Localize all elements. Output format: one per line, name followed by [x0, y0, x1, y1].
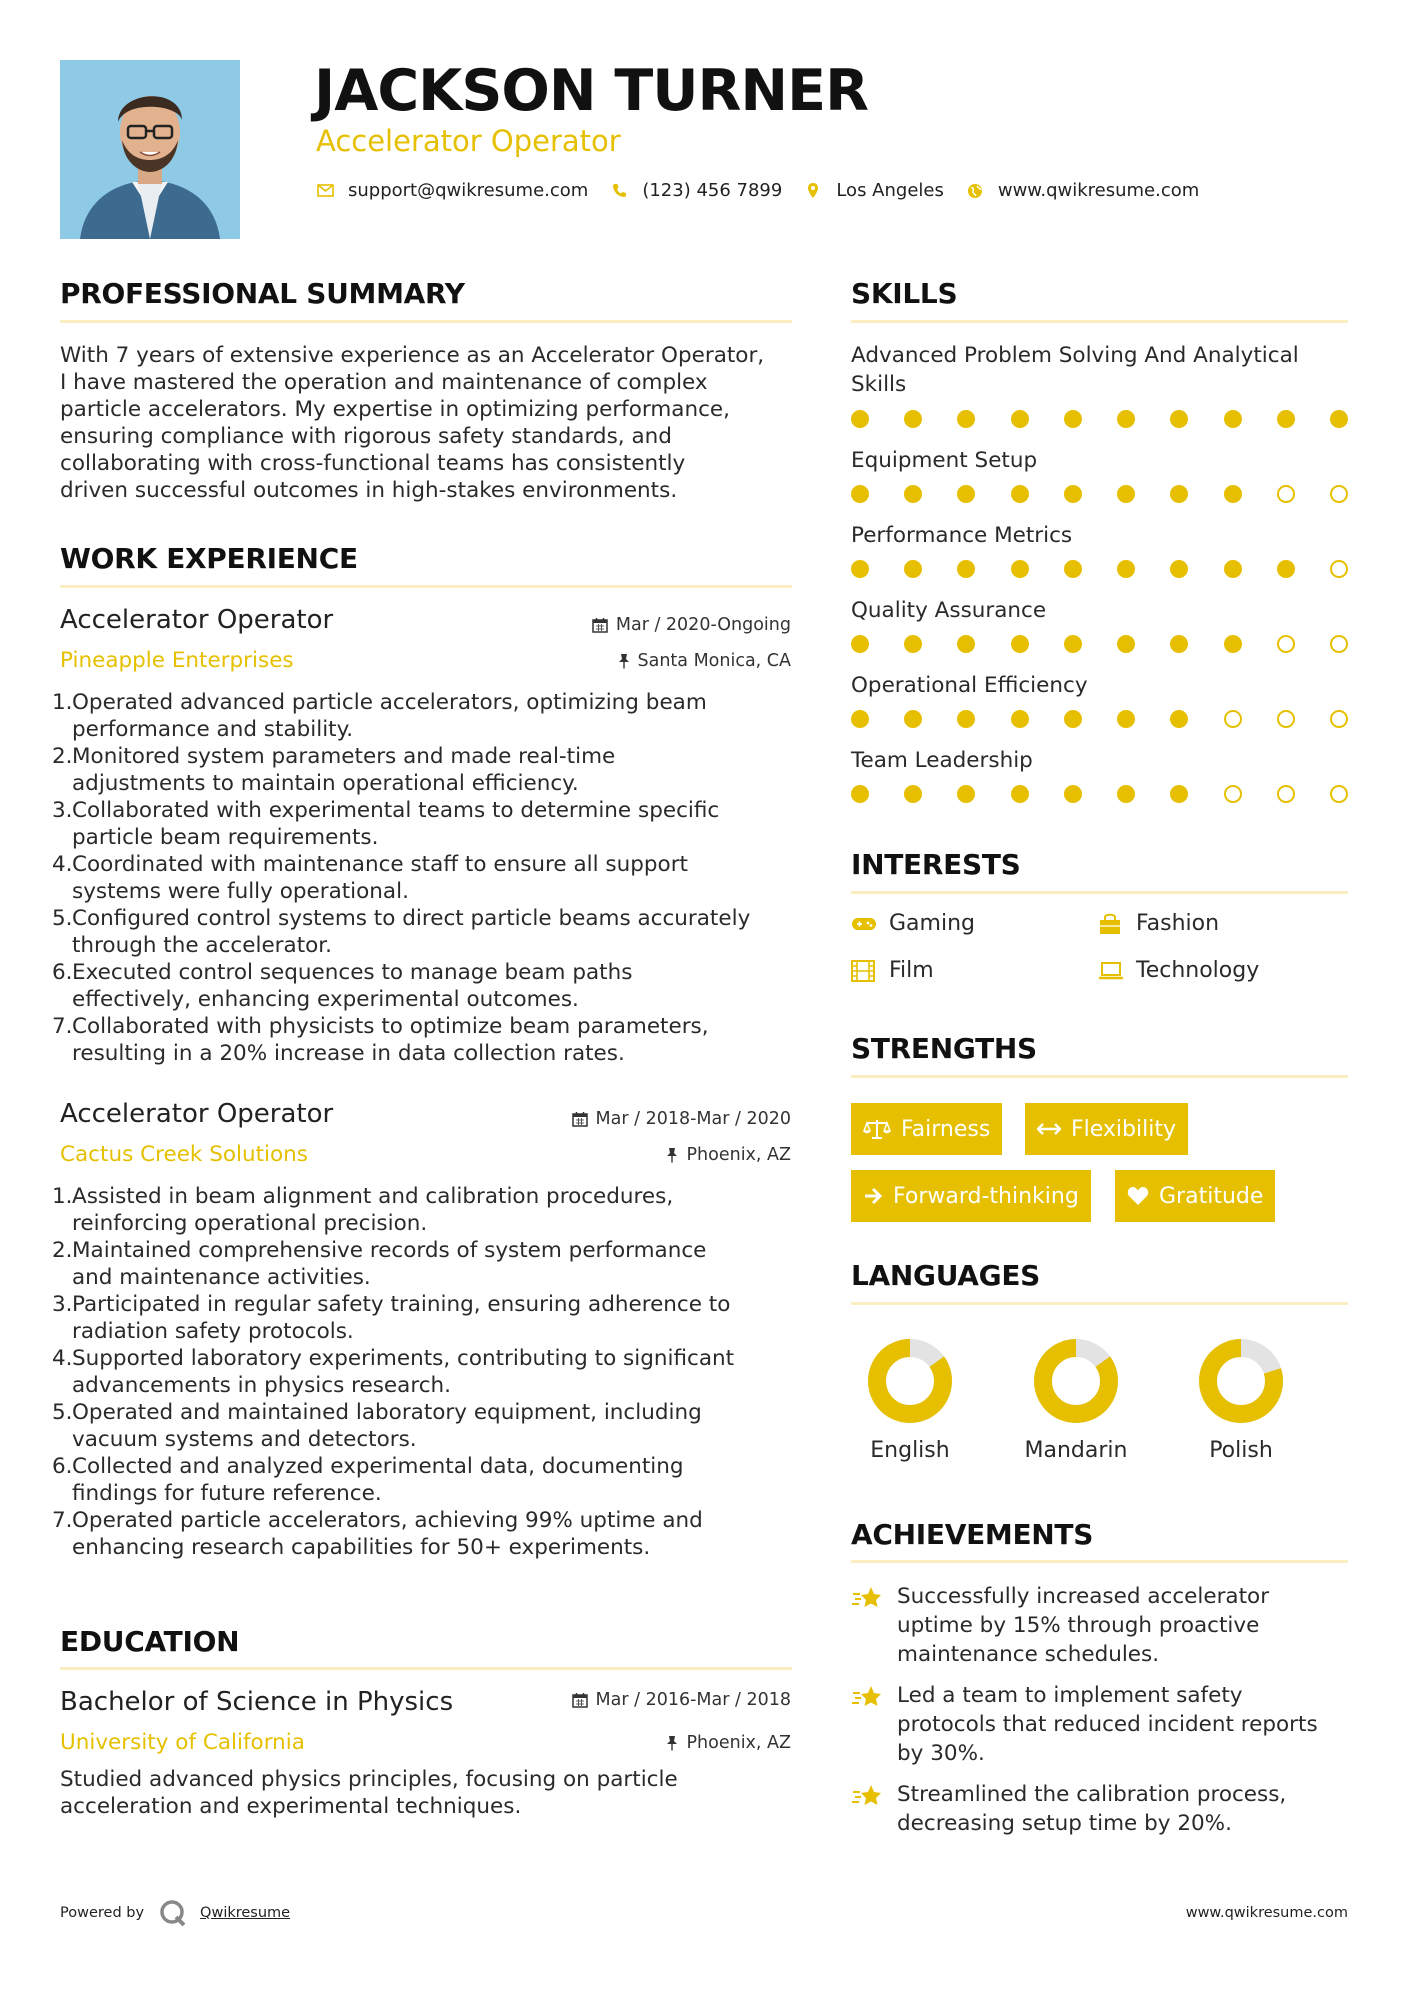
skill-dot-filled [904, 560, 922, 578]
skill-dot-filled [1117, 485, 1135, 503]
skill-name: Team Leadership [851, 748, 1033, 773]
contact-email[interactable] [316, 180, 588, 201]
education-divider [60, 1667, 792, 1670]
skill-dot-filled [1170, 485, 1188, 503]
gamepad-icon [851, 916, 879, 932]
summary-divider [60, 320, 792, 323]
language-item [1171, 1336, 1311, 1463]
list-item: 6. Collected and analyzed experimental data, documenting findings for future reference. [52, 1454, 684, 1506]
map-pin-icon [804, 182, 822, 199]
candidate-title: Accelerator Operator [316, 124, 621, 158]
skill-dot-filled [1170, 785, 1188, 803]
interest-item: Technology [1098, 958, 1259, 983]
skill-dot-filled [957, 485, 975, 503]
education-location [666, 1733, 791, 1753]
star-trophy-icon [851, 1582, 897, 1669]
list-item: 6. Executed control sequences to manage beam paths effectively, enhancing experimental outcomes. [52, 960, 633, 1012]
job-location-text: Phoenix, AZ [686, 1145, 791, 1165]
job-company: Pineapple Enterprises [60, 648, 294, 673]
skill-dot-filled [1170, 560, 1188, 578]
skill-dot-empty [1277, 635, 1295, 653]
skill-dot-filled [1064, 485, 1082, 503]
skill-dot-filled [851, 635, 869, 653]
list-item: 5. Configured control systems to direct particle beams accurately through the accelerator. [52, 906, 751, 958]
skill-dot-empty [1224, 785, 1242, 803]
list-item: 7. Collaborated with physicists to optimize beam parameters, resulting in a 20% increase in data collection rates. [52, 1014, 709, 1066]
education-heading: EDUCATION [60, 1625, 240, 1658]
skill-dot-filled [1117, 635, 1135, 653]
skill-dot-filled [1117, 710, 1135, 728]
skill-dot-filled [1117, 785, 1135, 803]
contact-phone[interactable] [610, 180, 782, 201]
language-item [1006, 1336, 1146, 1463]
interest-item: Fashion [1098, 911, 1219, 936]
achievement-item: Streamlined the calibration process, decreasing setup time by 20%. [851, 1780, 1351, 1838]
skill-dot-empty [1330, 710, 1348, 728]
strength-badge: Fairness [851, 1103, 1002, 1155]
skill-dot-filled [1011, 560, 1029, 578]
skill-dot-filled [957, 785, 975, 803]
arrows-horizontal-icon [1037, 1122, 1061, 1136]
job-duties-list [52, 1183, 802, 1561]
achievements-divider [851, 1560, 1348, 1563]
footer-powered-by: Powered by Qwikresume [60, 1898, 290, 1928]
skill-dot-filled [851, 485, 869, 503]
degree-title: Bachelor of Science in Physics [60, 1687, 454, 1717]
star-trophy-icon [851, 1681, 897, 1768]
summary-text [60, 342, 800, 504]
skill-dot-filled [1277, 560, 1295, 578]
calendar-icon [592, 617, 608, 633]
skill-dot-filled [1170, 410, 1188, 428]
skill-dot-empty [1277, 710, 1295, 728]
skill-dot-filled [1330, 410, 1348, 428]
job-date [592, 615, 791, 635]
education-date [572, 1690, 791, 1710]
email-text: support@qwikresume.com [348, 180, 589, 201]
skill-rating [851, 485, 1348, 505]
skill-dot-empty [1277, 485, 1295, 503]
achievement-item: Led a team to implement safety protocols that reduced incident reports by 30%. [851, 1681, 1351, 1768]
summary-line: I have mastered the operation and maintenance of complex [60, 370, 708, 395]
skills-heading: SKILLS [851, 277, 958, 310]
proficiency-donut [1196, 1336, 1286, 1426]
calendar-icon [572, 1692, 588, 1708]
skill-dot-empty [1330, 635, 1348, 653]
skill-dot-filled [1064, 560, 1082, 578]
skill-dot-filled [1224, 635, 1242, 653]
skill-dot-empty [1277, 785, 1295, 803]
phone-icon [610, 183, 628, 198]
list-item: 1. Operated advanced particle accelerators, optimizing beam performance and stability. [52, 690, 707, 742]
skill-dot-filled [957, 635, 975, 653]
skill-rating [851, 710, 1348, 730]
qwikresume-link[interactable]: Qwikresume [200, 1905, 291, 1921]
heart-icon [1127, 1186, 1149, 1206]
balance-scale-icon [863, 1118, 891, 1140]
interest-item: Gaming [851, 911, 975, 936]
skill-dot-filled [904, 710, 922, 728]
skill-rating [851, 785, 1348, 805]
list-item: 5. Operated and maintained laboratory equipment, including vacuum systems and detectors. [52, 1400, 702, 1452]
laptop-icon [1098, 961, 1126, 981]
skill-dot-filled [1064, 410, 1082, 428]
language-name: English [870, 1438, 950, 1463]
job-company: Cactus Creek Solutions [60, 1142, 309, 1167]
achievement-item: Successfully increased accelerator uptime by 15% through proactive maintenance schedules. [851, 1582, 1351, 1669]
candidate-name: JACKSON TURNER [314, 58, 868, 124]
skill-dot-filled [957, 710, 975, 728]
skill-dot-filled [851, 710, 869, 728]
phone-text: (123) 456 7899 [642, 180, 783, 201]
education-date-text: Mar / 2016-Mar / 2018 [595, 1690, 791, 1710]
skill-dot-filled [1064, 635, 1082, 653]
job-date [572, 1109, 791, 1129]
skill-rating [851, 635, 1348, 655]
skill-dot-filled [957, 560, 975, 578]
list-item: 3. Collaborated with experimental teams to determine specific particle beam requirements. [52, 798, 720, 850]
summary-line: With 7 years of extensive experience as an Accelerator Operator, [60, 343, 765, 368]
skill-name: Performance Metrics [851, 523, 1073, 548]
skill-name: Operational Efficiency [851, 673, 1088, 698]
skill-dot-filled [851, 410, 869, 428]
skill-dot-filled [851, 560, 869, 578]
skill-name: Quality Assurance [851, 598, 1047, 623]
location-text: Los Angeles [836, 180, 944, 201]
interest-item: Film [851, 958, 934, 983]
shopping-bag-icon [1098, 913, 1126, 935]
skill-dot-filled [1011, 785, 1029, 803]
education-description: Studied advanced physics principles, focusing on particle acceleration and experimental techniques. [60, 1767, 678, 1819]
list-item: 3. Participated in regular safety training, ensuring adherence to radiation safety protocols. [52, 1292, 731, 1344]
calendar-icon [572, 1111, 588, 1127]
star-trophy-icon [851, 1780, 897, 1838]
skill-dot-filled [1011, 635, 1029, 653]
footer-website[interactable]: www.qwikresume.com [1185, 1905, 1348, 1921]
list-item: 2. Monitored system parameters and made real-time adjustments to maintain operational efficiency. [52, 744, 616, 796]
job-title: Accelerator Operator [60, 605, 334, 635]
job-location [666, 1145, 791, 1165]
skill-dot-empty [1330, 485, 1348, 503]
job-title: Accelerator Operator [60, 1099, 334, 1129]
skill-dot-empty [1224, 710, 1242, 728]
experience-divider [60, 585, 792, 588]
summary-line: particle accelerators. My expertise in optimizing performance, [60, 397, 730, 422]
contact-location [804, 180, 944, 201]
job-location [618, 651, 792, 671]
skill-dot-filled [904, 785, 922, 803]
education-location-text: Phoenix, AZ [686, 1733, 791, 1753]
experience-heading: WORK EXPERIENCE [60, 542, 358, 575]
list-item: 4. Coordinated with maintenance staff to ensure all support systems were fully operational. [52, 852, 688, 904]
person-portrait-icon [60, 60, 240, 239]
list-item: 1. Assisted in beam alignment and calibration procedures, reinforcing operational precision. [52, 1184, 674, 1236]
qwikresume-logo-icon [158, 1898, 188, 1928]
envelope-icon [316, 184, 334, 197]
list-item: 2. Maintained comprehensive records of system performance and maintenance activities. [52, 1238, 707, 1290]
skill-dot-filled [1011, 410, 1029, 428]
strength-badge: Flexibility [1025, 1103, 1188, 1155]
languages-divider [851, 1302, 1348, 1305]
contact-bar [316, 180, 1221, 201]
globe-icon [966, 183, 984, 199]
skill-dot-filled [1117, 560, 1135, 578]
skill-dot-filled [1224, 560, 1242, 578]
languages-heading: LANGUAGES [851, 1259, 1041, 1292]
arrow-right-icon [863, 1187, 883, 1205]
skill-dot-filled [904, 635, 922, 653]
proficiency-donut [1031, 1336, 1121, 1426]
strength-badge: Gratitude [1115, 1170, 1275, 1222]
skill-dot-filled [904, 485, 922, 503]
language-name: Mandarin [1024, 1438, 1128, 1463]
summary-line: ensuring compliance with rigorous safety standards, and [60, 424, 672, 449]
list-item: 4. Supported laboratory experiments, contributing to significant advancements in physics research. [52, 1346, 735, 1398]
skill-dot-filled [1277, 410, 1295, 428]
job-location-text: Santa Monica, CA [637, 651, 791, 671]
website-text: www.qwikresume.com [997, 180, 1200, 201]
interests-divider [851, 891, 1348, 894]
skill-dot-filled [957, 410, 975, 428]
school-name: University of California [60, 1730, 305, 1755]
skill-rating [851, 560, 1348, 580]
skill-dot-empty [1330, 785, 1348, 803]
contact-website[interactable] [966, 180, 1199, 201]
skill-dot-filled [1224, 410, 1242, 428]
skill-dot-empty [1330, 560, 1348, 578]
skill-dot-filled [1011, 485, 1029, 503]
strengths-heading: STRENGTHS [851, 1032, 1037, 1065]
summary-heading: PROFESSIONAL SUMMARY [60, 277, 465, 310]
strength-badge: Forward-thinking [851, 1170, 1091, 1222]
skill-dot-filled [1064, 785, 1082, 803]
proficiency-donut [865, 1336, 955, 1426]
skills-divider [851, 320, 1348, 323]
skill-name: Equipment Setup [851, 448, 1038, 473]
achievements-heading: ACHIEVEMENTS [851, 1518, 1094, 1551]
skill-dot-filled [1224, 485, 1242, 503]
job-duties-list [52, 689, 802, 1067]
skill-dot-filled [1064, 710, 1082, 728]
skill-dot-filled [904, 410, 922, 428]
skill-dot-filled [1117, 410, 1135, 428]
language-item [840, 1336, 980, 1463]
skill-dot-filled [1170, 710, 1188, 728]
skill-dot-filled [1170, 635, 1188, 653]
list-item: 7. Operated particle accelerators, achieving 99% uptime and enhancing research capabilities for 50+ experiments. [52, 1508, 703, 1560]
skill-dot-filled [1011, 710, 1029, 728]
summary-line: collaborating with cross-functional teams has consistently [60, 451, 686, 476]
job-date-text: Mar / 2018-Mar / 2020 [595, 1109, 791, 1129]
skill-dot-filled [851, 785, 869, 803]
language-name: Polish [1209, 1438, 1273, 1463]
film-icon [851, 960, 879, 982]
profile-photo [60, 60, 240, 239]
pushpin-icon [666, 1147, 678, 1163]
interests-heading: INTERESTS [851, 848, 1021, 881]
pushpin-icon [618, 653, 630, 669]
pushpin-icon [666, 1735, 678, 1751]
skill-rating [851, 410, 1348, 430]
job-date-text: Mar / 2020-Ongoing [615, 615, 791, 635]
strengths-divider [851, 1075, 1348, 1078]
summary-line: driven successful outcomes in high-stakes environments. [60, 478, 678, 503]
skill-name: Advanced Problem Solving And Analytical Skills [851, 343, 1299, 397]
